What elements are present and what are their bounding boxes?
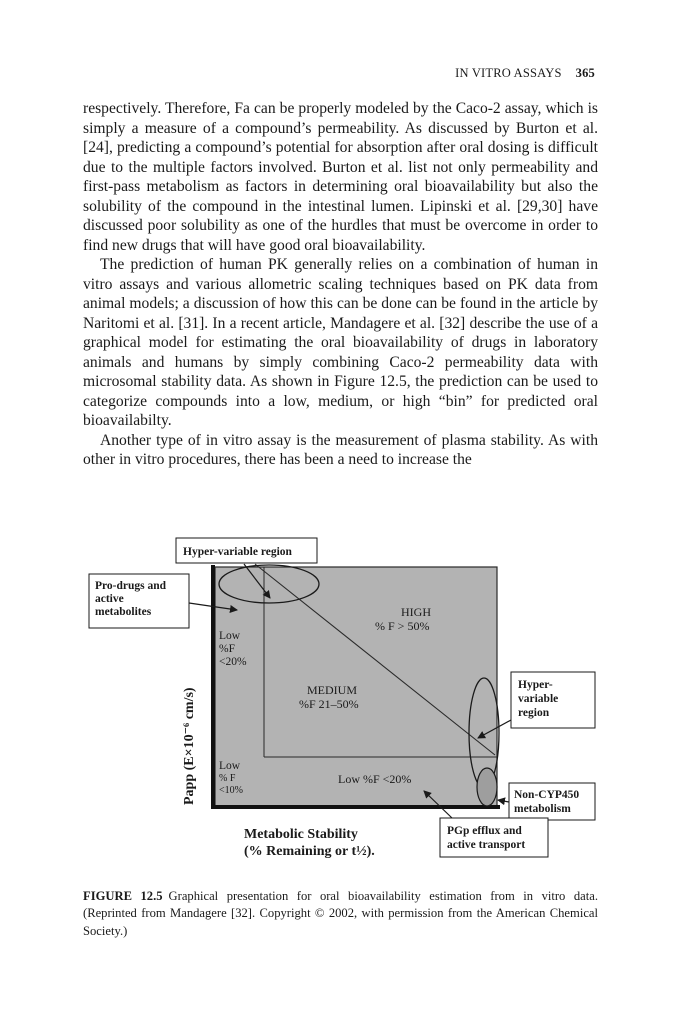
prodrugs-label-2: active <box>95 593 124 605</box>
low-left-top-3: <20% <box>219 656 247 668</box>
low-left-bottom-3: <10% <box>219 785 243 796</box>
pgp-box <box>440 818 548 857</box>
caption-label: FIGURE 12.5 <box>83 889 163 903</box>
high-region-label: HIGH <box>401 605 431 619</box>
x-axis-label-1: Metabolic Stability <box>244 827 358 842</box>
low-left-top-1: Low <box>219 630 241 642</box>
paragraph-1: respectively. Therefore, Fa can be properly modeled by the Caco-2 assay, which is simply a measure of a compound’s permeability. As discussed by Burton et al. [24], predicting a compound’s potential for absorption after oral dosing is difficult due to the multiple factors involved. Burton et al. list not only permeability and first-pass metabolism as factors in determining oral bioavailability but also the solubility of the compound in the intestinal lumen. Lipinski et al. [29,30] have discussed poor solubility as one of the hurdles that must be overcome in order to find new drugs that will have good oral bioavailability. <box>83 100 598 254</box>
figure-caption <box>83 888 598 940</box>
page-number: 365 <box>575 66 595 80</box>
prodrugs-label-1: Pro-drugs and <box>95 580 167 592</box>
medium-region-label: MEDIUM <box>307 683 357 697</box>
low-left-top-2: %F <box>219 643 235 655</box>
bottom-ellipse <box>477 768 497 806</box>
hyper-variable-right-label-3: region <box>518 707 550 719</box>
hyper-variable-right-label-2: variable <box>518 693 559 705</box>
non-cyp450-arrow <box>498 800 509 802</box>
running-title: IN VITRO ASSAYS <box>455 66 562 80</box>
high-region-value: % F > 50% <box>375 619 430 633</box>
low-left-bottom-1: Low <box>219 760 241 772</box>
x-axis-label-2: (% Remaining or t½). <box>244 844 375 859</box>
pgp-label-2: active transport <box>447 839 526 851</box>
non-cyp450-label-1: Non-CYP450 <box>514 789 580 801</box>
hyper-variable-top-label: Hyper-variable region <box>183 546 292 558</box>
non-cyp450-label-2: metabolism <box>514 803 571 815</box>
prodrugs-label-3: metabolites <box>95 606 152 618</box>
caption-text: Graphical presentation for oral bioavailability estimation from in vitro data. (Reprinted from Mandagere [32]. Copyright © 2002, with permission from the American Chemical Society.) <box>83 889 598 938</box>
medium-region-value: %F 21–50% <box>299 697 359 711</box>
paragraph-2: The prediction of human PK generally relies on a combination of human in vitro assays and various allometric scaling techniques based on PK data from animal models; a discussion of how this can be done can be found in the article by Naritomi et al. [31]. In a recent article, Mandagere et al. [32] describe the use of a graphical model for estimating the oral bioavailability of drugs in laboratory animals and humans by simply combining Caco-2 permeability data with microsomal stability data. As shown in Figure 12.5, the prediction can be used to categorize compounds into a low, medium, or high “bin” for predicted oral bioavailabilty. <box>83 256 598 429</box>
pgp-label-1: PGp efflux and <box>447 825 522 837</box>
y-axis-label: Papp (E×10⁻⁶ cm/s) <box>182 687 197 805</box>
paragraph-3: Another type of in vitro assay is the measurement of plasma stability. As with other in vitro procedures, there has been a need to increase the <box>83 431 598 468</box>
hyper-variable-right-label-1: Hyper- <box>518 679 553 691</box>
low-left-bottom-2: % F <box>219 773 236 784</box>
low-bottom-label: Low %F <20% <box>338 772 412 786</box>
